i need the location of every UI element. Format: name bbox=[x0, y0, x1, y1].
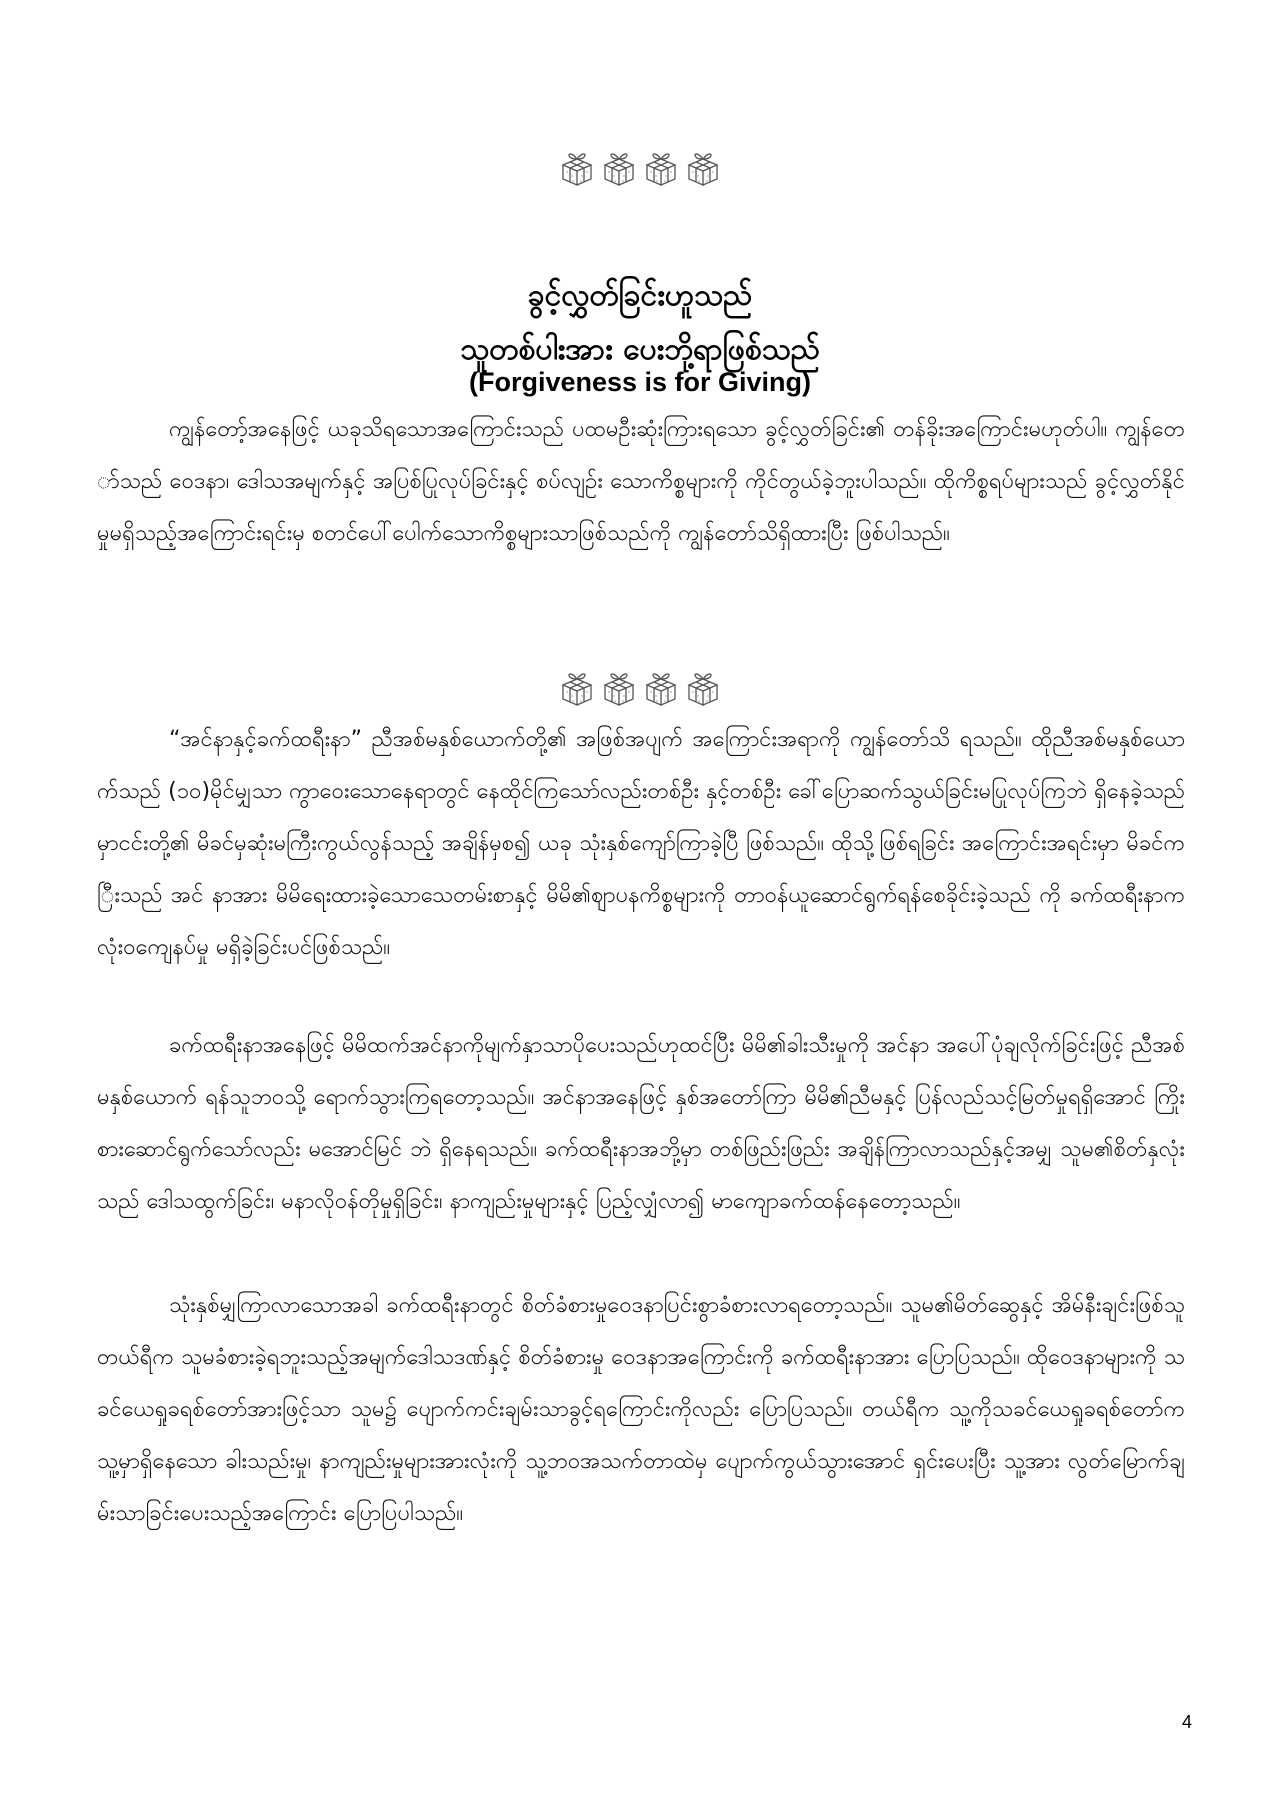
gift-box-icon bbox=[683, 148, 723, 188]
page-number: 4 bbox=[1181, 1712, 1192, 1732]
gift-box-icon bbox=[557, 668, 597, 708]
ornament-top bbox=[0, 148, 1280, 188]
gift-box-icon bbox=[641, 148, 681, 188]
gift-box-icon bbox=[599, 668, 639, 708]
gift-box-icon bbox=[641, 668, 681, 708]
paragraph-3: ခက်ထရီးနာအနေဖြင့် မိမိထက်အင်နာကိုမျက်နှာသာပိုပေးသည်ဟုထင်ပြီး မိမိ၏ခါးသီးမှုကို အင်နာ အပေါ်ပုံချလိုက်ခြင်းဖြင့် ညီအစ်မနှစ်ယောက် ရန်သူဘဝသို့ ရောက်သွားကြရတော့သည်။ အင်နာအနေဖြင့် နှစ်အတော်ကြာ မိမိ၏ညီမနှင့် ပြန်လည်သင့်မြတ်မှုရရှိအောင် ကြိုးစားဆောင်ရွက်သော်လည်း မအောင်မြင် ဘဲ ရှိနေရသည်။ ခက်ထရီးနာအဘို့မှာ တစ်ဖြည်းဖြည်း အချိန်ကြာလာသည်နှင့်အမျှ သူမ၏စိတ်နှလုံးသည် ဒေါသထွက်ခြင်း၊ မနာလိုဝန်တိုမှုရှိခြင်း၊ နာကျည်းမှုများနှင့် ပြည့်လျှံလာ၍ မာကျောခက်ထန်နေတော့သည်။ bbox=[97, 1033, 1185, 1214]
page-title-line-1: ခွင့်လွှတ်ခြင်းဟူသည် bbox=[527, 278, 753, 314]
ornament-middle bbox=[0, 668, 1280, 708]
gift-box-icon bbox=[557, 148, 597, 188]
page-subtitle: (Forgiveness is for Giving) bbox=[468, 367, 812, 397]
paragraph-4: သုံးနှစ်မျှကြာလာသောအခါ ခက်ထရီးနာတွင် စိတ်ခံစားမှုဝေဒနာပြင်းစွာခံစားလာရတော့သည်။ သူမ၏မိတ်ဆွေနှင့် အိမ်နီးချင်းဖြစ်သူတယ်ရီက သူမခံစားခဲ့ရဘူးသည့်အမျက်ဒေါသဒဏ်နှင့် စိတ်ခံစားမှု ဝေဒနာအကြောင်းကို ခက်ထရီးနာအား ပြောပြသည်။ ထိုဝေဒနာများကို သခင်ယေရှုခရစ်တော်အားဖြင့်သာ သူမ၌ ပျောက်ကင်းချမ်းသာခွင့်ရကြောင်းကိုလည်း ပြောပြသည်။ တယ်ရီက သူ့ကိုသခင်ယေရှုခရစ်တော်က သူ့မှာရှိနေသော ခါးသည်းမှု၊ နာကျည်းမှုများအားလုံးကို သူ့ဘဝအသက်တာထဲမှ ပျောက်ကွယ်သွားအောင် ရှင်းပေးပြီး သူ့အား လွတ်မြောက်ချမ်းသာခြင်းပေးသည့်အကြောင်း ပြောပြပါသည်။ bbox=[97, 1293, 1185, 1526]
page-title-line-2: သူတစ်ပါးအား ပေးဘို့ရာဖြစ်သည် bbox=[460, 332, 820, 368]
paragraph-2: “အင်နာနှင့်ခက်ထရီးနာ” ညီအစ်မနှစ်ယောက်တို့၏ အဖြစ်အပျက် အကြောင်းအရာကို ကျွန်တော်သိ ရသည်။ ထိုညီအစ်မနှစ်ယောက်သည် (၁၀)မိုင်မျှသာ ကွာဝေးသောနေရာတွင် နေထိုင်ကြသော်လည်းတစ်ဦး နှင့်တစ်ဦး ခေါ်ပြောဆက်သွယ်ခြင်းမပြုလုပ်ကြဘဲ ရှိနေခဲ့သည်မှာငင်းတို့၏ မိခင်မှဆုံးမကြီးကွယ်လွန်သည့် အချိန်မှစ၍ ယခု သုံးနှစ်ကျော်ကြာခဲ့ပြီ ဖြစ်သည်။ ထိုသို့ဖြစ်ရခြင်း အကြောင်းအရင်းမှာ မိခင်ကြီးသည် အင် နာအား မိမိရေးထားခဲ့သောသေတမ်းစာနှင့် မိမိ၏ဈာပနကိစ္စများကို တာဝန်ယူဆောင်ရွက်ရန်စေခိုင်းခဲ့သည် ကို ခက်ထရီးနာက လုံးဝကျေနပ်မှု မရှိခဲ့ခြင်းပင်ဖြစ်သည်။ bbox=[97, 727, 1185, 960]
gift-box-icon bbox=[683, 668, 723, 708]
gift-box-icon bbox=[599, 148, 639, 188]
paragraph-1: ကျွန်တော့်အနေဖြင့် ယခုသိရသောအကြောင်းသည် ပထမဦးဆုံးကြားရသော ခွင့်လွှတ်ခြင်း၏ တန်ခိုးအကြောင်းမဟုတ်ပါ။ ကျွန်တော်သည် ဝေဒနာ၊ ဒေါသအမျက်နှင့် အပြစ်ပြုလုပ်ခြင်းနှင့် စပ်လျဉ်း သောကိစ္စများကို ကိုင်တွယ်ခဲ့ဘူးပါသည်။ ထိုကိစ္စရပ်များသည် ခွင့်လွှတ်နိုင်မှုမရှိသည့်အကြောင်းရင်းမှ စတင်ပေါ်ပေါက်သောကိစ္စများသာဖြစ်သည်ကို ကျွန်တော်သိရှိထားပြီး ဖြစ်ပါသည်။ bbox=[97, 417, 1185, 546]
